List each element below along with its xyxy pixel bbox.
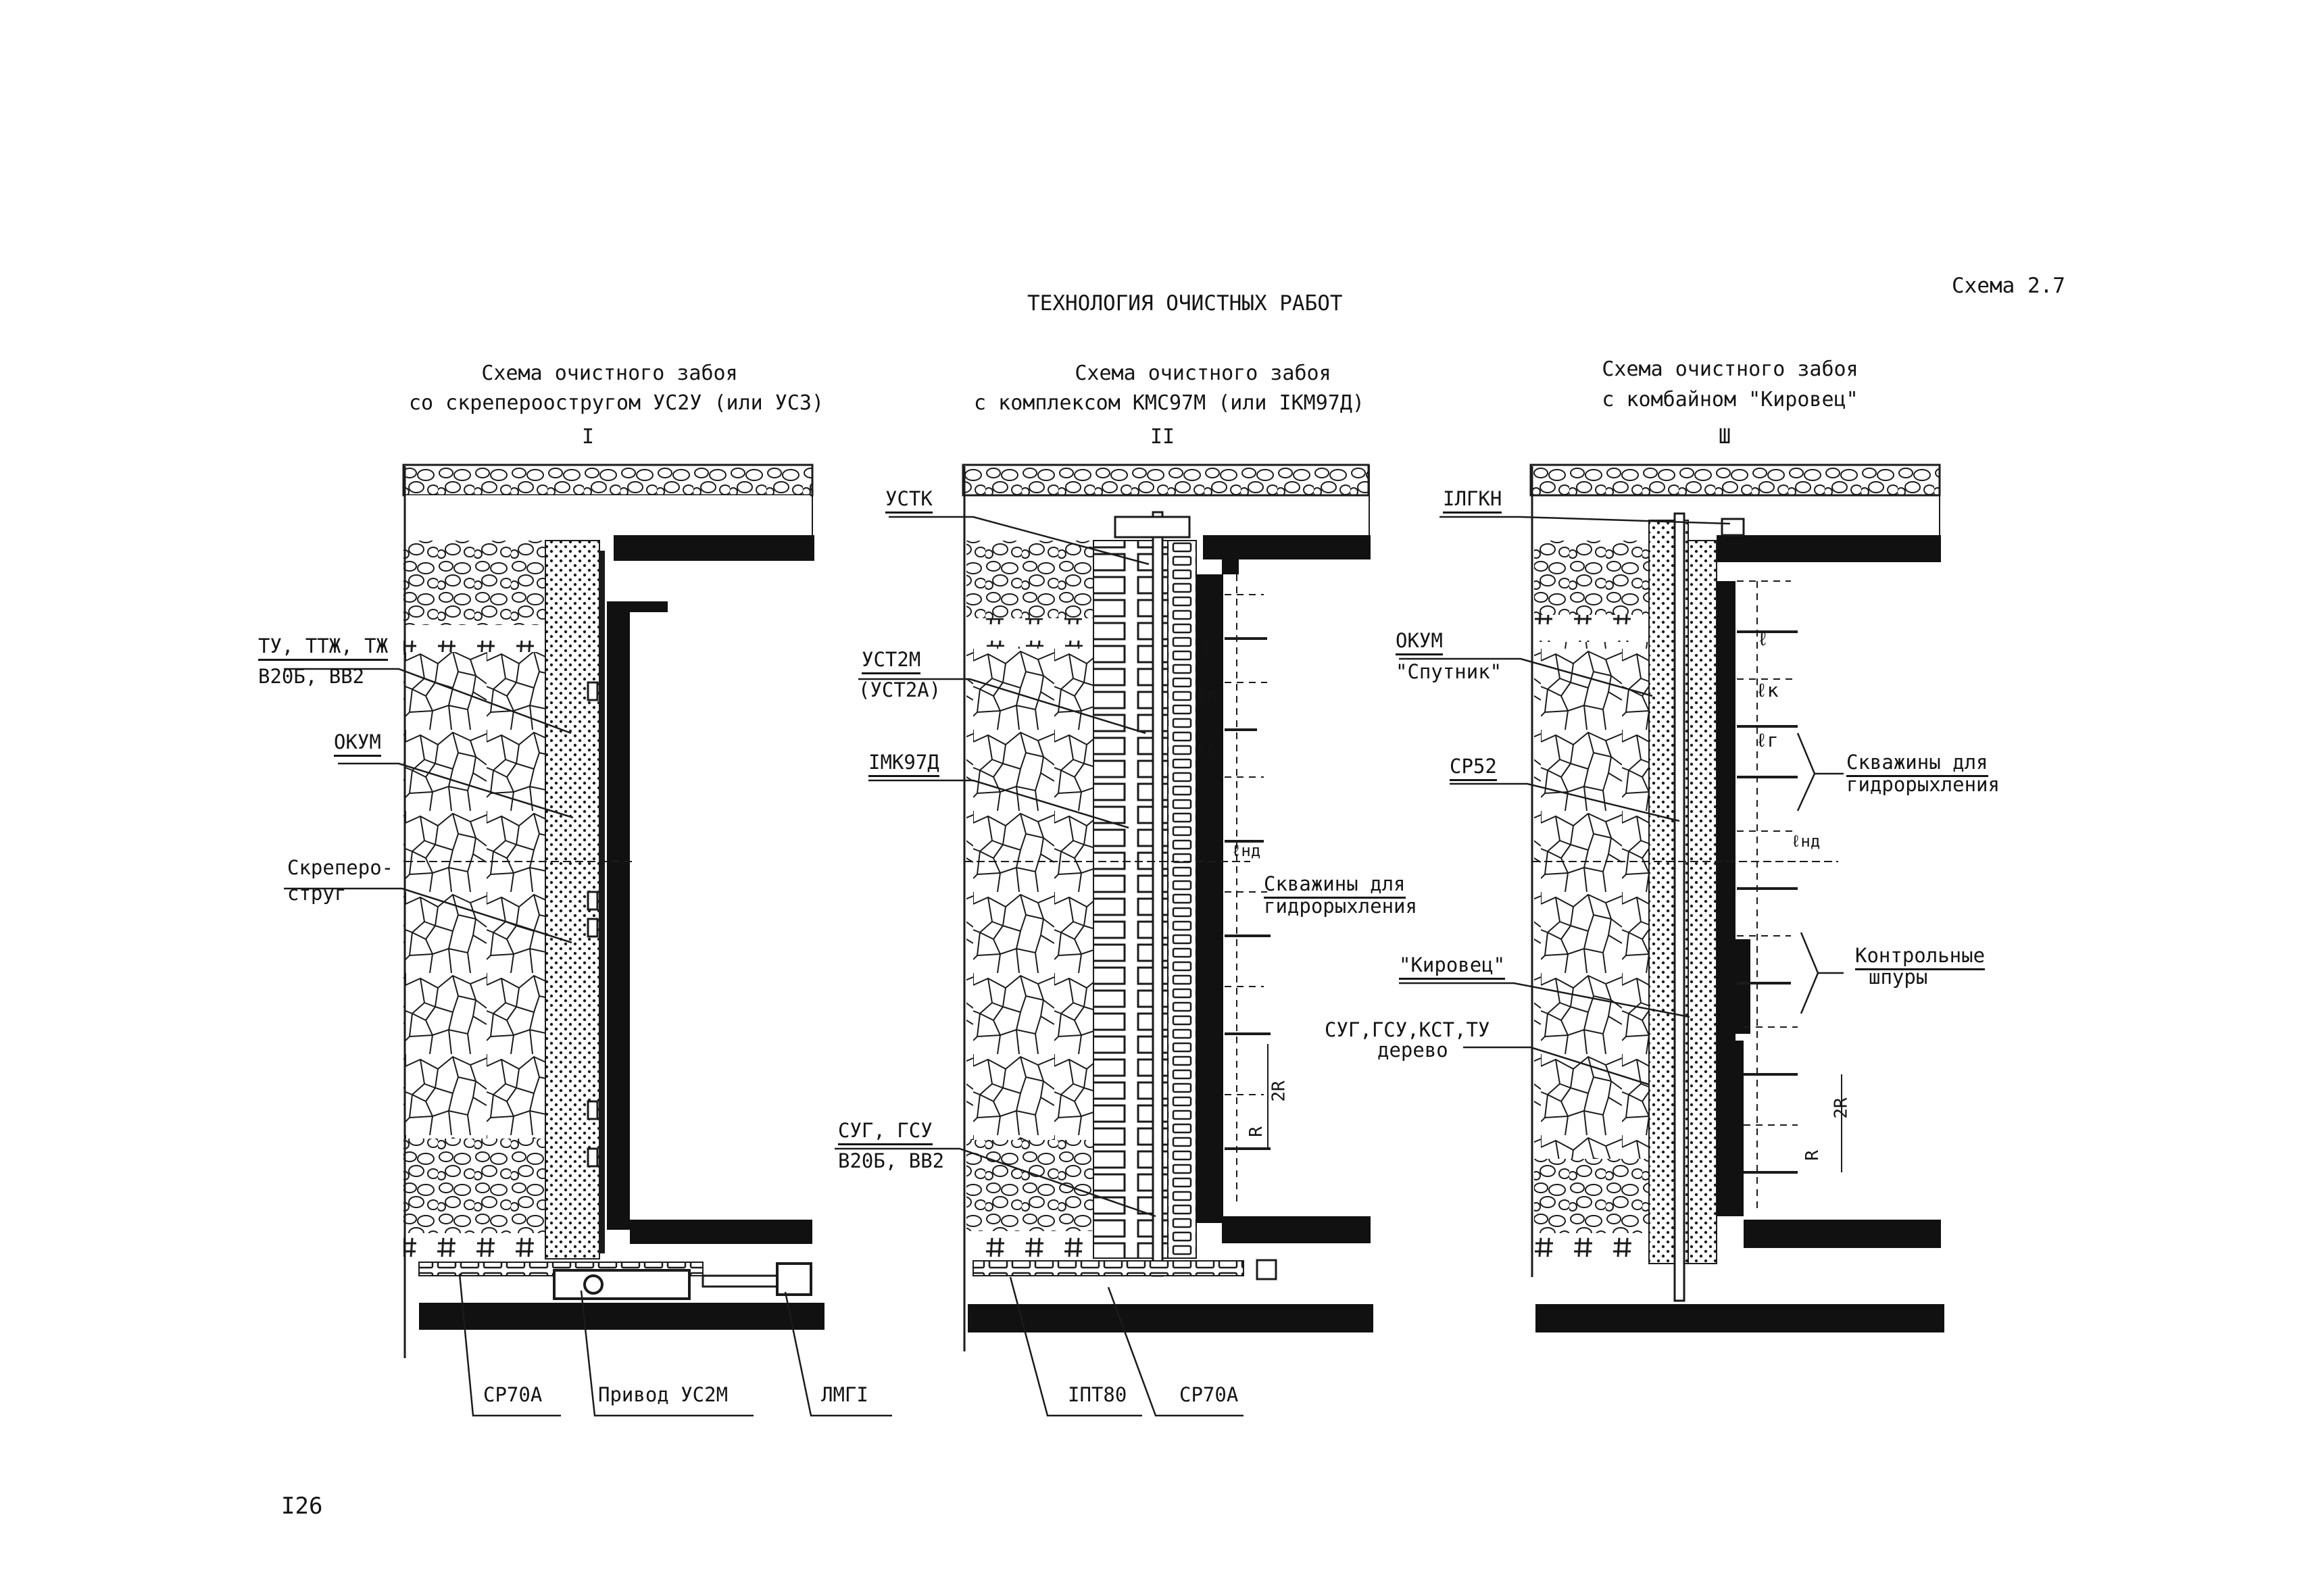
column-2-roman: II [1150,425,1175,449]
column-3-label-okum: ОКУМ [1396,630,1443,655]
column-2-label-wells-line1: Скважины для [1264,873,1406,899]
column-1-roman: I [581,425,595,449]
column-3-caption-line1: Схема очистного забоя [1602,357,1858,381]
column-3-label-sr52: СР52 [1450,755,1497,781]
column-2-label-ipt80: IПТ80 [1068,1383,1127,1406]
column-2-label-sr70a: СР70А [1179,1383,1239,1406]
column-2-label-lnd: ℓнд [1231,841,1261,860]
column-3-label-2r: 2R [1831,1097,1852,1119]
column-3-label-r: R [1802,1150,1823,1161]
column-2-label-sug: СУГ, ГСУ [838,1120,933,1145]
column-3-label-sug: СУГ,ГСУ,КСТ,ТУ [1325,1018,1490,1041]
column-2-caption-line1: Схема очистного забоя [1075,361,1331,385]
column-1-label-sr70a: СР70А [483,1383,543,1406]
column-3-label-kirovets: "Кировец" [1399,954,1505,980]
column-1-label-lmg: ЛМГI [821,1383,868,1406]
column-3-label-lk: ℓк [1756,679,1779,701]
column-1-label-v20b: В20Б, ВВ2 [258,665,365,688]
column-2-label-lg: ℓг [1195,737,1218,759]
column-2-label-lk: ℓк [1195,683,1218,705]
column-3-label-wood: дерево [1377,1039,1448,1062]
column-1-caption-line2: со скрепероостругом УС2У (или УС3) [408,391,824,415]
column-1-label-scraper: Скреперо- [287,856,394,879]
column-2-label-ust2a: (УСТ2А) [858,678,941,701]
column-2-label-imk97d: IМК97Д [868,751,939,777]
column-3-roman: Ш [1718,425,1731,449]
column-2-label-wells-line2: гидрорыхления [1264,895,1417,918]
column-1-label-strug: струг [287,882,347,905]
scheme-number: Схема 2.7 [1952,274,2065,298]
column-3-label-sputnik: "Спутник" [1396,660,1502,683]
column-3-drawing [1399,465,1944,1332]
column-3-label-control-line1: Контрольные [1855,945,1985,970]
column-3-label-l: ℓ [1757,628,1769,650]
column-2-label-v20b: В20Б, ВВ2 [838,1149,945,1172]
column-1-drawing [284,465,892,1416]
column-2-label-2r: 2R [1269,1080,1289,1102]
column-2-label-ustk: УСТК [885,488,933,514]
column-2-caption-line2: с комплексом КМС97М (или IКМ97Д) [974,391,1364,415]
column-1-label-okum: ОКУМ [334,731,381,757]
column-2-label-r: R [1246,1126,1266,1137]
column-3-label-wells-line2: гидрорыхления [1846,773,2000,796]
column-3-label-lg: ℓг [1756,729,1779,751]
column-3-caption-line2: с комбайном "Кировец" [1602,388,1858,412]
page-number: I26 [281,1493,323,1520]
column-3-label-control-line2: шпуры [1869,966,1928,989]
column-3-label-wells-line1: Скважины для [1846,751,1988,777]
column-2-drawing [835,465,1373,1416]
column-1-label-drive: Привод УС2М [598,1383,729,1406]
column-2-label-l: ℓ [1202,634,1213,657]
column-3-label-ilgkn: IЛГКН [1443,488,1502,514]
column-2-label-ust2m: УСТ2М [862,649,920,674]
column-1-caption-line1: Схема очистного забоя [481,361,738,385]
page-title: ТЕХНОЛОГИЯ ОЧИСТНЫХ РАБОТ [1027,291,1343,316]
column-3-label-lnd: ℓнд [1791,832,1821,851]
column-1-label-tu: ТУ, ТТЖ, ТЖ [258,635,388,661]
